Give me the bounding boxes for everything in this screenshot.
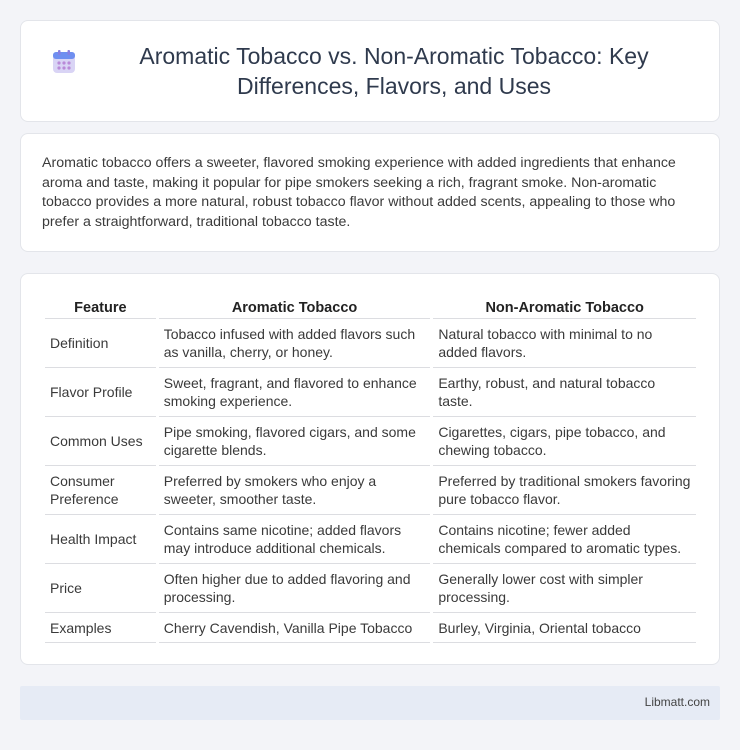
comparison-table xyxy=(42,293,699,643)
row-aromatic: Often higher due to added flavoring and processing. xyxy=(159,564,431,613)
row-aromatic: Tobacco infused with added flavors such as vanilla, cherry, or honey. xyxy=(159,319,431,368)
row-feature: Common Uses xyxy=(45,417,156,466)
table-row xyxy=(45,564,696,613)
row-non-aromatic: Generally lower cost with simpler processing. xyxy=(433,564,696,613)
table-row xyxy=(45,466,696,515)
row-feature: Health Impact xyxy=(45,515,156,564)
footer-bar xyxy=(20,686,720,720)
intro-card xyxy=(20,133,720,252)
table-row xyxy=(45,319,696,368)
row-feature: Examples xyxy=(45,613,156,643)
row-non-aromatic: Contains nicotine; fewer added chemicals compared to aromatic types. xyxy=(433,515,696,564)
row-non-aromatic: Preferred by traditional smokers favoring pure tobacco flavor. xyxy=(433,466,696,515)
header-non-aromatic: Non-Aromatic Tobacco xyxy=(433,293,696,319)
intro-paragraph: Aromatic tobacco offers a sweeter, flavored smoking experience with added ingredients that enhance aroma and taste, making it popular for pipe smokers seeking a rich, fragrant smoke. Non-aromatic tobacco provides a more natural, robust tobacco flavor without added scents, appealing to those who prefer a straightforward, traditional tobacco taste. xyxy=(42,155,676,230)
row-non-aromatic: Earthy, robust, and natural tobacco taste. xyxy=(433,368,696,417)
table-header-row xyxy=(45,293,696,319)
table-row xyxy=(45,515,696,564)
table-row xyxy=(45,613,696,643)
row-non-aromatic: Natural tobacco with minimal to no added flavors. xyxy=(433,319,696,368)
table-row xyxy=(45,417,696,466)
row-feature: Definition xyxy=(45,319,156,368)
row-feature: Flavor Profile xyxy=(45,368,156,417)
row-aromatic: Pipe smoking, flavored cigars, and some cigarette blends. xyxy=(159,417,431,466)
row-feature: Consumer Preference xyxy=(45,466,156,515)
title-card xyxy=(20,20,720,122)
header-aromatic: Aromatic Tobacco xyxy=(159,293,431,319)
footer-brand-link[interactable]: Libmatt.com xyxy=(644,695,710,709)
page-title: Aromatic Tobacco vs. Non-Aromatic Tobacco: Key Differences, Flavors, and Uses xyxy=(139,43,649,99)
row-aromatic: Sweet, fragrant, and flavored to enhance smoking experience. xyxy=(159,368,431,417)
row-non-aromatic: Burley, Virginia, Oriental tobacco xyxy=(433,613,696,643)
row-aromatic: Cherry Cavendish, Vanilla Pipe Tobacco xyxy=(159,613,431,643)
row-aromatic: Preferred by smokers who enjoy a sweeter, smoother taste. xyxy=(159,466,431,515)
table-row xyxy=(45,368,696,417)
comparison-card xyxy=(20,273,720,665)
row-non-aromatic: Cigarettes, cigars, pipe tobacco, and chewing tobacco. xyxy=(433,417,696,466)
row-aromatic: Contains same nicotine; added flavors may introduce additional chemicals. xyxy=(159,515,431,564)
header-feature: Feature xyxy=(45,293,156,319)
calendar-icon xyxy=(51,49,77,75)
row-feature: Price xyxy=(45,564,156,613)
